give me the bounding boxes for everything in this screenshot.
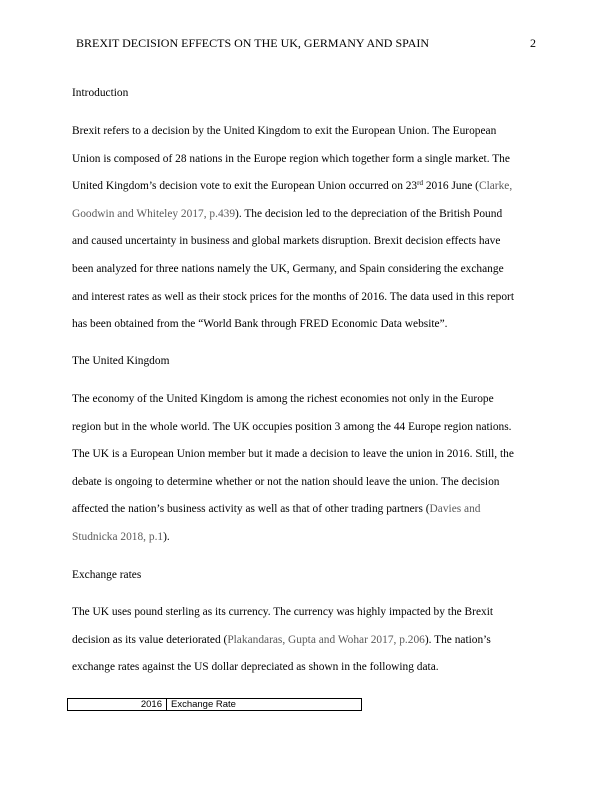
exchange-rates-heading: Exchange rates <box>72 569 142 581</box>
paragraph-line <box>72 627 542 655</box>
text-run: 2016 June ( <box>422 180 479 193</box>
page-number: 2 <box>530 36 536 50</box>
running-header-title: BREXIT DECISION EFFECTS ON THE UK, GERMANY AND SPAIN <box>76 36 430 50</box>
paragraph-line <box>72 201 542 229</box>
citation: Clarke, <box>478 180 513 193</box>
paragraph-line: and interest rates as well as their stock prices for the months of 2016. The data used in this report <box>72 290 515 303</box>
paragraph-line: The UK uses pound sterling as its currency. The currency was highly impacted by the Brexit <box>72 606 494 618</box>
superscript: rd <box>417 179 423 188</box>
paragraph-line <box>72 496 542 524</box>
text-run: ). The decision led to the depreciation of the British Pound <box>235 207 503 220</box>
text-run: ). The nation’s <box>424 633 491 646</box>
table-header-year: 2016 <box>68 699 167 711</box>
exchange-rate-table <box>67 698 362 711</box>
paragraph-line: The economy of the United Kingdom is among the richest economies not only in the Europe <box>72 393 494 405</box>
paragraph-line: Brexit refers to a decision by the United Kingdom to exit the European Union. The European <box>72 125 497 137</box>
text-run: decision as its value deteriorated ( <box>72 633 228 646</box>
introduction-heading: Introduction <box>72 87 129 99</box>
paragraph-line: and caused uncertainty in business and global markets disruption. Brexit decision effects have <box>72 235 501 248</box>
citation: Studnicka 2018, p.1 <box>72 530 164 543</box>
exchange-rates-paragraph <box>72 599 542 682</box>
paragraph-line: debate is ongoing to determine whether or not the nation should leave the union. The decision <box>72 475 500 488</box>
text-run: ). <box>163 530 170 543</box>
table-header-exchange-rate: Exchange Rate <box>167 699 362 711</box>
text-run: affected the nation’s business activity as well as that of other trading partners ( <box>72 503 430 516</box>
paragraph-line: has been obtained from the “World Bank through FRED Economic Data website”. <box>72 318 448 331</box>
citation: Davies and <box>429 503 481 516</box>
paragraph-line <box>72 173 542 201</box>
paragraph-line: Union is composed of 28 nations in the Europe region which together form a single market. The <box>72 152 510 165</box>
paragraph-line: been analyzed for three nations namely the UK, Germany, and Spain considering the exchange <box>72 262 504 275</box>
text-run: United Kingdom’s decision vote to exit the European Union occurred on 23 <box>72 180 418 193</box>
introduction-paragraph <box>72 118 542 339</box>
paragraph-line: exchange rates against the US dollar depreciated as shown in the following data. <box>72 661 439 674</box>
citation: Goodwin and Whiteley 2017, p.439 <box>72 207 236 220</box>
paragraph-line: region but in the whole world. The UK occupies position 3 among the 44 Europe region nations. <box>72 420 512 433</box>
citation: Plakandaras, Gupta and Wohar 2017, p.206 <box>227 633 425 646</box>
uk-heading: The United Kingdom <box>72 355 170 367</box>
table-header-row <box>68 699 362 711</box>
paragraph-line: The UK is a European Union member but it made a decision to leave the union in 2016. Still, the <box>72 448 514 461</box>
paragraph-line <box>72 524 542 552</box>
uk-paragraph <box>72 386 542 552</box>
